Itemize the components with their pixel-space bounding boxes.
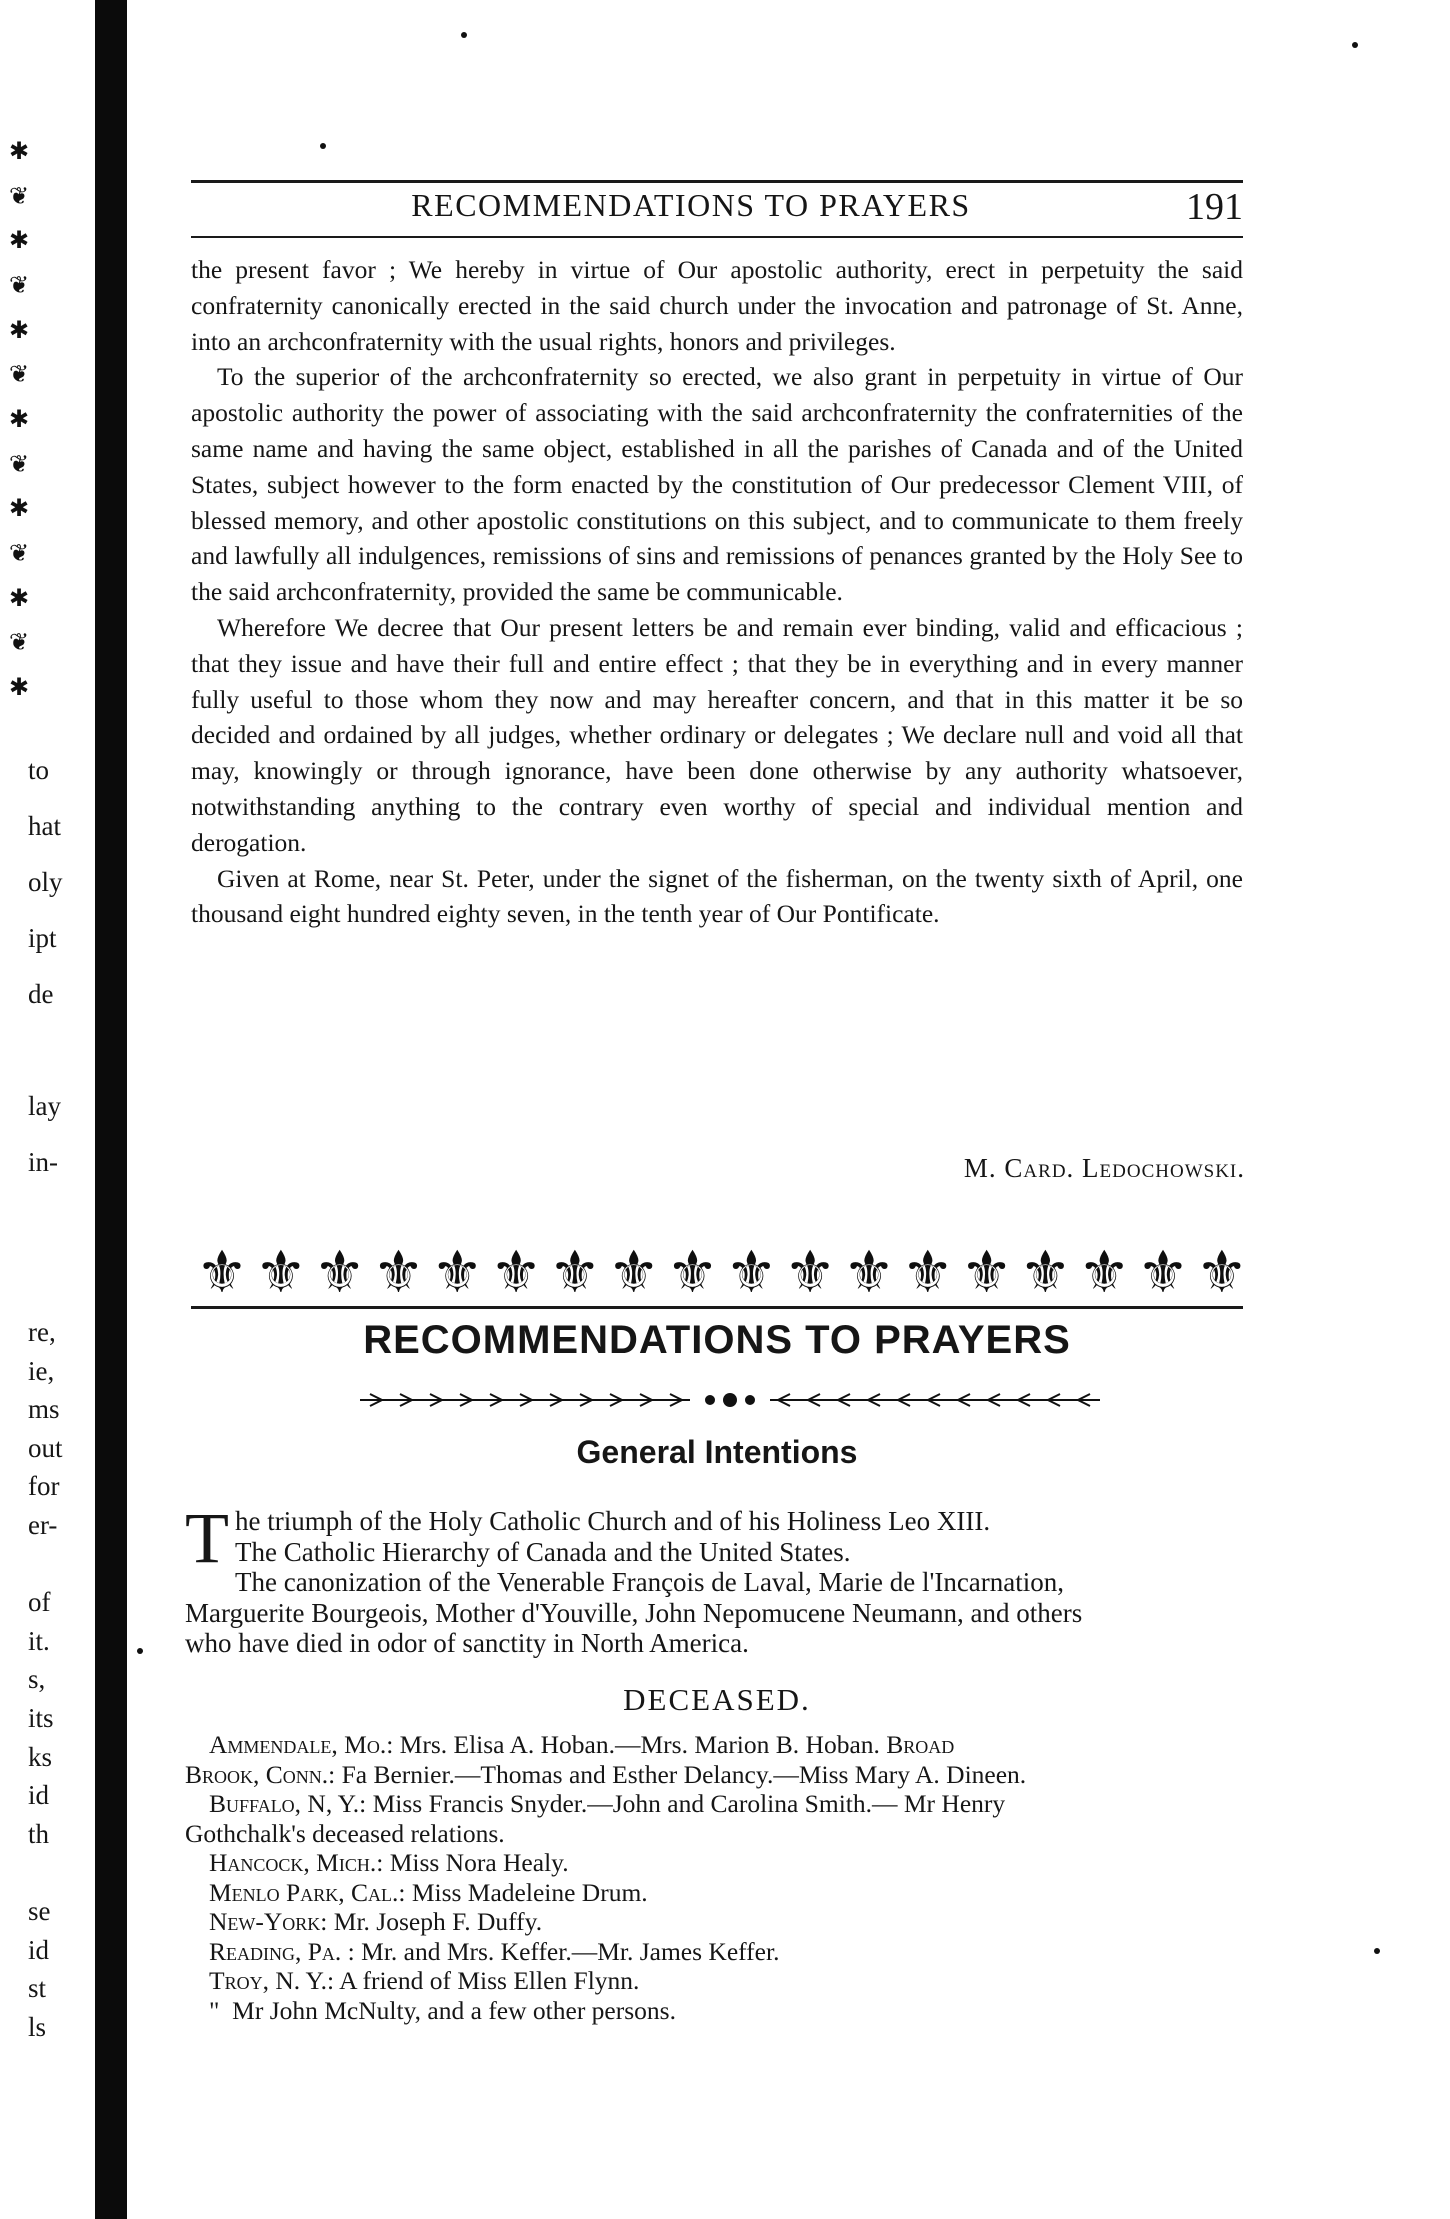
- entry-place: Hancock, Mich.:: [209, 1848, 384, 1877]
- paragraph: To the superior of the archconfraternity so erected, we also grant in perpetuity in virtue of Our apostolic authority the power of associating with the said archconfraternity the confraternities of the same name and having the same object, established in all the parishes of Canada and of the United States, subject however to the form enacted by the constitution of Our predecessor Clement VIII, of blessed memory, and other apostolic constitutions on this subject, and to communicate to them freely and lawfully all indulgences, remissions of sins and remissions of penances granted by the Holy See to the said archconfraternity, provided the same be communicable.: [191, 362, 1243, 607]
- fleur-de-lis-icon: ⚜: [901, 1240, 954, 1305]
- fragment: hat: [28, 811, 61, 841]
- deceased-entry: [185, 1937, 1245, 1967]
- entry-names: Mr. and Mrs. Keffer.—Mr. James Keffer.: [361, 1936, 780, 1966]
- facing-page-fragments-bottom: [28, 1312, 88, 2045]
- scan-speck: [137, 1648, 143, 1654]
- star-ornament-icon: ✱: [8, 228, 30, 255]
- deceased-entry: [185, 1789, 1245, 1819]
- intention-line: The canonization of the Venerable François de Laval, Marie de l'Incarnation,: [234, 1567, 1065, 1597]
- fragment: oly: [28, 867, 63, 897]
- fragment: th: [28, 1818, 50, 1849]
- deceased-entry: [185, 1819, 1245, 1849]
- fragment: s,: [28, 1664, 46, 1695]
- ditto-mark: ": [209, 1995, 220, 2025]
- fragment: de: [28, 979, 54, 1009]
- paragraph: Wherefore We decree that Our present letters be and remain ever binding, valid and efficacious ; that they issue and have their full and entire effect ; that they be in everything and in every manner fully useful to those whom they now and may hereafter concern, and that in this matter it be so decided and ordained by all judges, whether ordinary or delegates ; We declare null and void all that may, knowingly or through ignorance, have been done otherwise by any authority whatsoever, notwithstanding anything to the contrary even worthy of special and individual mention and derogation.: [191, 612, 1243, 857]
- deceased-entry: [185, 1760, 1245, 1790]
- section-title: RECOMMENDATIONS TO PRAYERS: [363, 1318, 1071, 1362]
- fragment: [28, 1852, 88, 1891]
- fleur-de-lis-icon: ⚜: [372, 1240, 425, 1305]
- star-ornament-icon: ❦: [8, 630, 30, 657]
- entry-place: New-York:: [209, 1907, 328, 1936]
- page-number: 191: [1186, 186, 1243, 228]
- entry-names: Miss Francis Snyder.—John and Carolina Smith.— Mr Henry: [372, 1789, 1006, 1818]
- fragment: er-: [28, 1509, 58, 1540]
- deceased-entry: [185, 1907, 1245, 1937]
- intention-line: Marguerite Bourgeois, Mother d'Youville, John Nepomucene Neumann, and others: [185, 1597, 1083, 1628]
- scan-speck: [461, 32, 467, 38]
- fleur-de-lis-icon: ⚜: [313, 1240, 366, 1305]
- gutter-ornament-column: [8, 140, 30, 700]
- fleur-de-lis-icon: ⚜: [1078, 1240, 1131, 1305]
- intention-line: The Catholic Hierarchy of Canada and the United States.: [234, 1536, 851, 1567]
- drop-cap: T: [185, 1498, 229, 1578]
- fleur-de-lis-icon: ⚜: [666, 1240, 719, 1305]
- entry-names: Fa Bernier.—Thomas and Esther Delancy.—Miss Mary A. Dineen.: [341, 1759, 1027, 1789]
- deceased-entry: [185, 1966, 1245, 1996]
- general-intentions: [185, 1498, 1245, 1659]
- fleur-de-lis-icon: ⚜: [254, 1240, 307, 1305]
- star-ornament-icon: ❦: [8, 540, 30, 567]
- star-ornament-icon: ❦: [8, 362, 30, 389]
- header-rule: [191, 180, 1243, 183]
- ornament-rule: [191, 1306, 1243, 1309]
- entry-names: Miss Madeleine Drum.: [411, 1877, 648, 1907]
- intention-line: he triumph of the Holy Catholic Church and of his Holiness Leo XIII.: [234, 1506, 991, 1536]
- fragment: it.: [28, 1625, 50, 1656]
- entry-place: Buffalo, N, Y.:: [209, 1789, 367, 1818]
- fleur-de-lis-icon: ⚜: [196, 1240, 248, 1305]
- entry-place: Ammendale, Mo.:: [209, 1730, 394, 1759]
- fragment: lay: [28, 1091, 61, 1121]
- fragment: in-: [28, 1147, 58, 1177]
- fragment: for: [28, 1471, 60, 1502]
- entry-names: Gothchalk's deceased relations.: [185, 1818, 505, 1848]
- entry-place-continued: Broad: [886, 1730, 955, 1759]
- fleur-de-lis-icon: ⚜: [960, 1240, 1013, 1305]
- star-ornament-icon: ✱: [8, 139, 30, 165]
- entry-place: Menlo Park, Cal.:: [209, 1877, 406, 1907]
- intention-line: who have died in odor of sanctity in North America.: [185, 1628, 749, 1658]
- star-ornament-icon: ❦: [8, 272, 30, 299]
- ornamental-band: [196, 1222, 1248, 1305]
- fleur-de-lis-icon: ⚜: [842, 1240, 895, 1305]
- fleur-de-lis-icon: ⚜: [725, 1240, 778, 1305]
- star-ornament-icon: ❦: [8, 451, 30, 478]
- fleur-de-lis-icon: ⚜: [548, 1240, 601, 1305]
- scan-speck: [1374, 1948, 1380, 1954]
- fragment: re,: [28, 1317, 56, 1347]
- fragment: st: [28, 1973, 47, 2004]
- fragment: ms: [28, 1394, 60, 1425]
- fragment: ks: [28, 1741, 53, 1772]
- paragraph: the present favor ; We hereby in virtue of Our apostolic authority, erect in perpetuity the said confraternity canonically erected in the said church under the invocation and patronage of St. Anne, into an archconfraternity with the usual rights, honors and privileges.: [191, 255, 1243, 356]
- running-header: [191, 187, 1243, 231]
- paragraph: Given at Rome, near St. Peter, under the signet of the fisherman, on the twenty sixth of April, one thousand eight hundred eighty seven, in the tenth year of Our Pontificate.: [191, 863, 1243, 929]
- entry-names: Mr John McNulty, and a few other persons.: [232, 1995, 676, 2025]
- deceased-entry: [185, 1996, 1245, 2026]
- fragment: ls: [28, 2011, 47, 2042]
- scan-speck: [1352, 42, 1358, 48]
- header-rule: [191, 236, 1243, 238]
- deceased-entry: [185, 1848, 1245, 1878]
- star-ornament-icon: ✱: [8, 317, 30, 344]
- binding-gutter: [95, 0, 127, 2219]
- fragment: se: [28, 1895, 51, 1926]
- fragment: to: [28, 755, 50, 785]
- deceased-entry: [185, 1730, 1245, 1760]
- star-ornament-icon: ✱: [8, 496, 30, 523]
- entry-names: Mrs. Elisa A. Hoban.—Mrs. Marion B. Hoban.: [399, 1730, 880, 1759]
- fleur-de-lis-icon: ⚜: [607, 1240, 660, 1305]
- star-ornament-icon: ✱: [8, 585, 30, 612]
- entry-place: Brook, Conn.:: [185, 1759, 336, 1789]
- fragment: ie,: [28, 1355, 55, 1386]
- signature: M. Card. Ledochowski.: [963, 1153, 1245, 1183]
- entry-names: Miss Nora Healy.: [389, 1848, 569, 1877]
- fragment: its: [28, 1702, 54, 1733]
- entry-names: A friend of Miss Ellen Flynn.: [339, 1966, 640, 1995]
- star-ornament-icon: ✱: [8, 406, 30, 433]
- fragment: out: [28, 1432, 63, 1463]
- fleur-de-lis-icon: ⚜: [1195, 1240, 1248, 1305]
- fleur-de-lis-icon: ⚜: [784, 1240, 837, 1305]
- fragment: id: [28, 1780, 50, 1811]
- fragment: [28, 1030, 88, 1086]
- decorative-divider-icon: [360, 1388, 1100, 1412]
- fleur-de-lis-icon: ⚜: [490, 1240, 543, 1305]
- fragment: id: [28, 1934, 50, 1965]
- deceased-heading: DECEASED.: [623, 1682, 811, 1717]
- fragment: ipt: [28, 923, 57, 953]
- entry-place: Troy, N. Y.:: [209, 1966, 335, 1995]
- deceased-list: [185, 1730, 1245, 2025]
- entry-names: Mr. Joseph F. Duffy.: [333, 1907, 543, 1936]
- star-ornament-icon: ❦: [8, 183, 30, 210]
- scan-speck: [320, 143, 326, 149]
- fleur-de-lis-icon: ⚜: [431, 1240, 484, 1305]
- fleur-de-lis-icon: ⚜: [1019, 1240, 1072, 1305]
- facing-page-fragments-top: [28, 750, 88, 1198]
- letter-body: [191, 252, 1243, 932]
- entry-place: Reading, Pa. :: [209, 1936, 355, 1966]
- deceased-entry: [185, 1878, 1245, 1908]
- fleur-de-lis-icon: ⚜: [1137, 1240, 1189, 1305]
- fragment: of: [28, 1587, 51, 1618]
- running-title: RECOMMENDATIONS TO PRAYERS: [411, 187, 971, 223]
- star-ornament-icon: ✱: [8, 674, 30, 701]
- fragment: [28, 1544, 88, 1583]
- general-intentions-heading: General Intentions: [576, 1434, 858, 1470]
